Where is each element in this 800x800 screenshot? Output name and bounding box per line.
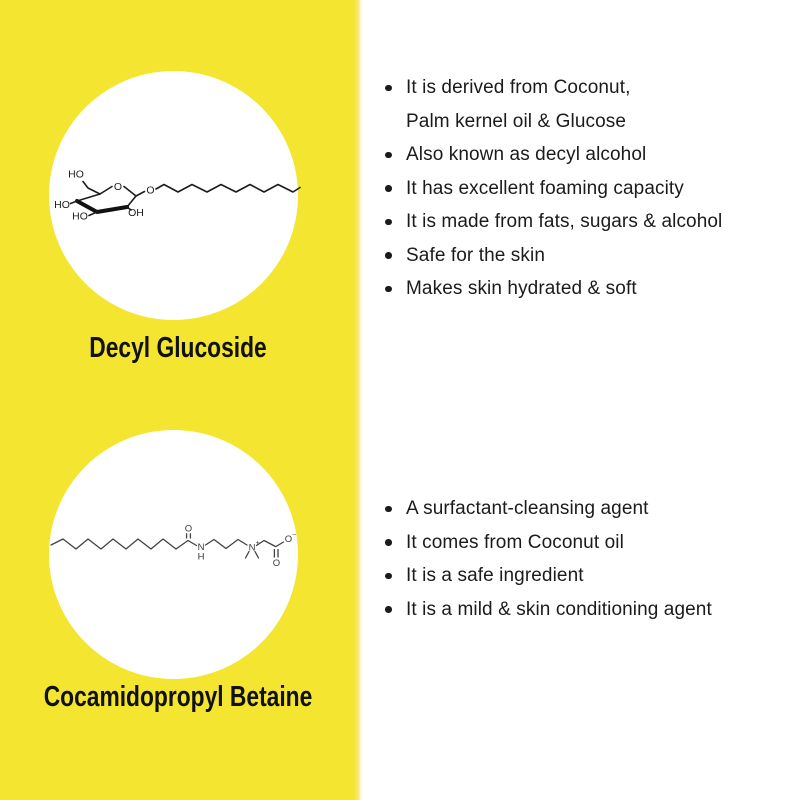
decyl-glucoside-structure	[45, 164, 307, 226]
decyl-glucoside-bonds	[71, 182, 301, 216]
carboxylate-oxygen-label: O	[284, 534, 293, 545]
ho-left-label: HO	[54, 199, 70, 211]
fact-item: It is derived from Coconut,	[384, 71, 796, 105]
left-panel	[0, 0, 362, 800]
oh-right-label: OH	[128, 207, 144, 219]
facts-list-cocamidopropyl-betaine	[384, 492, 796, 626]
ingredient-title-cocamidopropyl-betaine: Cocamidopropyl Betaine	[43, 681, 313, 713]
cocamidopropyl-betaine-atom-labels	[185, 524, 296, 570]
ring-oxygen-label: O	[113, 181, 123, 193]
fact-item-continuation: Palm kernel oil & Glucose	[406, 110, 627, 132]
quaternary-nitrogen-label: N	[248, 542, 256, 554]
fact-item: Makes skin hydrated & soft	[384, 272, 796, 306]
ho-top-label: HO	[68, 168, 84, 181]
carbonyl-oxygen-label: O	[184, 523, 193, 535]
plus-charge-label: +	[255, 540, 260, 547]
fact-item: Also known as decyl alcohol	[384, 138, 796, 172]
minus-charge-label: −	[291, 532, 297, 539]
keto-oxygen-label: O	[272, 558, 281, 569]
fact-item: Safe for the skin	[384, 239, 796, 273]
cocamidopropyl-betaine-structure	[42, 518, 306, 570]
amide-nitrogen-label: N	[197, 542, 205, 553]
glycosidic-oxygen-label: O	[146, 184, 155, 197]
fact-item: A surfactant-cleansing agent	[384, 492, 796, 526]
fact-item: It is a mild & skin conditioning agent	[384, 593, 796, 627]
fact-item: It has excellent foaming capacity	[384, 172, 796, 206]
fact-item: It is a safe ingredient	[384, 559, 796, 593]
ingredient-title-decyl-glucoside: Decyl Glucoside	[89, 332, 267, 364]
ho-bottom-label: HO	[72, 210, 88, 223]
decyl-glucoside-atom-labels	[54, 169, 154, 223]
amide-hydrogen-label: H	[197, 551, 205, 563]
fact-item: It comes from Coconut oil	[384, 526, 796, 560]
facts-list-decyl-glucoside	[384, 71, 796, 306]
fact-item: It is made from fats, sugars & alcohol	[384, 205, 796, 239]
